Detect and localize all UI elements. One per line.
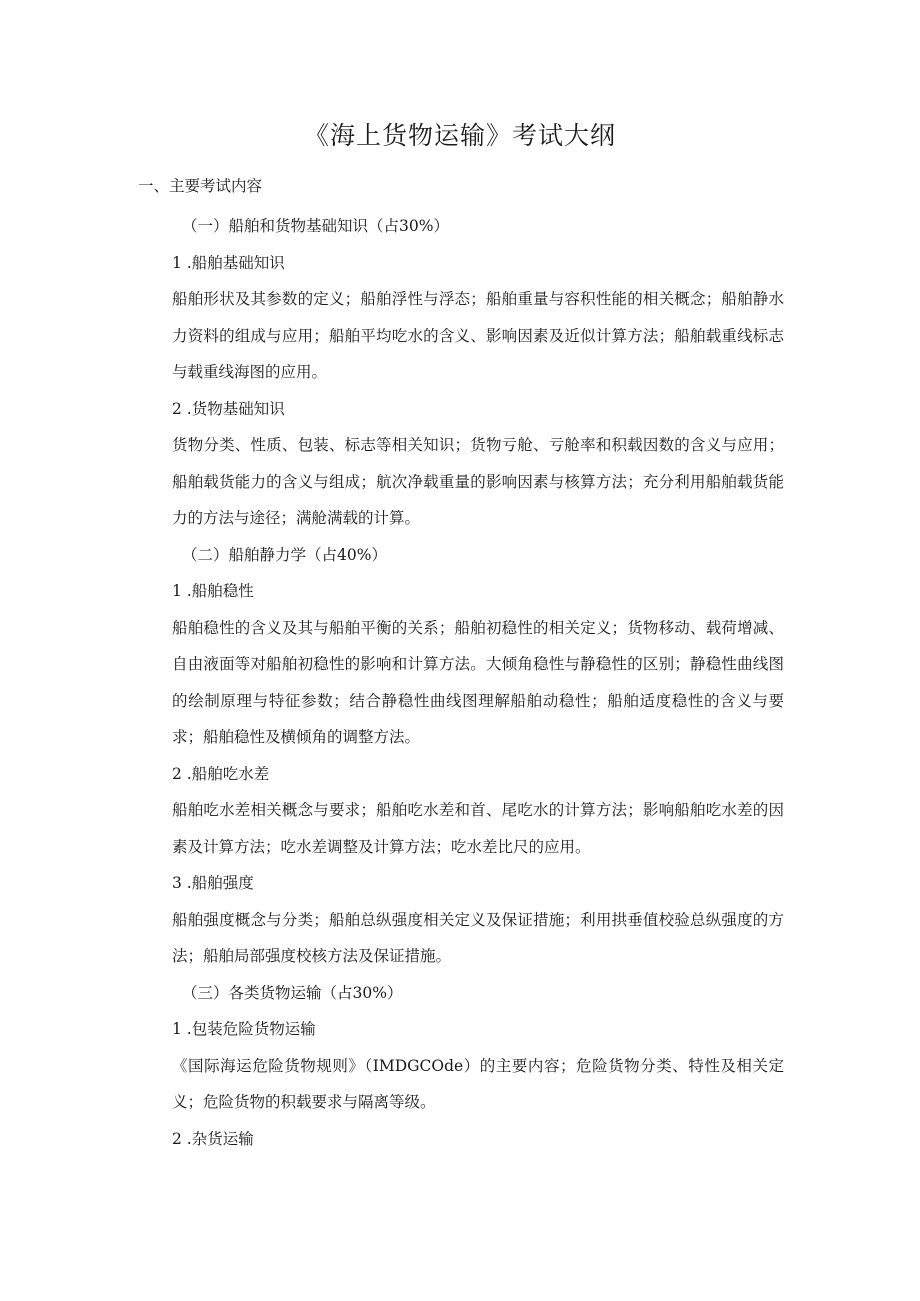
document-body — [172, 208, 784, 1157]
item-heading: 3 .船舶强度 — [172, 874, 254, 892]
item-heading: 1 .船舶基础知识 — [172, 253, 285, 272]
item-heading: 1 .船舶稳性 — [172, 582, 254, 600]
item-heading: 1 .包装危险货物运输 — [172, 1020, 316, 1038]
section-heading: 一、主要考试内容 — [138, 177, 263, 195]
item-heading: 2 .货物基础知识 — [172, 399, 285, 418]
document-title: 《海上货物运输》考试大纲 — [303, 121, 616, 150]
item-heading: 2 .杂货运输 — [172, 1129, 254, 1148]
subsection-heading: （一）船舶和货物基础知识（占30%） — [182, 217, 449, 235]
paragraph: 《国际海运危险货物规则》（IMDGCOde）的主要内容；危险货物分类、特性及相关定义；危险货物的积载要求与隔离等级。 — [172, 1056, 784, 1111]
paragraph: 船舶形状及其参数的定义；船舶浮性与浮态；船舶重量与容积性能的相关概念；船舶静水力资料的组成与应用；船舶平均吃水的含义、影响因素及近似计算方法；船舶载重线标志与载重线海图的应用。 — [172, 290, 784, 381]
paragraph: 货物分类、性质、包装、标志等相关知识；货物亏舱、亏舱率和积载因数的含义与应用；船舶载货能力的含义与组成；航次净载重量的影响因素与核算方法；充分利用船舶载货能力的方法与途径；满舱满载的计算。 — [172, 436, 784, 527]
item-heading: 2 .船舶吃水差 — [172, 764, 270, 783]
paragraph: 船舶稳性的含义及其与船舶平衡的关系；船舶初稳性的相关定义；货物移动、载荷增减、自由液面等对船舶初稳性的影响和计算方法。大倾角稳性与静稳性的区别；静稳性曲线图的绘制原理与特征参数；结合静稳性曲线图理解船舶动稳性；船舶适度稳性的含义与要求；船舶稳性及横倾角的调整方法。 — [172, 618, 784, 746]
subsection-heading: （三）各类货物运输（占30%） — [182, 983, 403, 1002]
paragraph: 船舶吃水差相关概念与要求；船舶吃水差和首、尾吃水的计算方法；影响船舶吃水差的因素及计算方法；吃水差调整及计算方法；吃水差比尺的应用。 — [172, 801, 784, 856]
paragraph: 船舶强度概念与分类；船舶总纵强度相关定义及保证措施；利用拱垂值校验总纵强度的方法；船舶局部强度校核方法及保证措施。 — [172, 910, 784, 965]
subsection-heading: （二）船舶静力学（占40%） — [182, 545, 387, 564]
